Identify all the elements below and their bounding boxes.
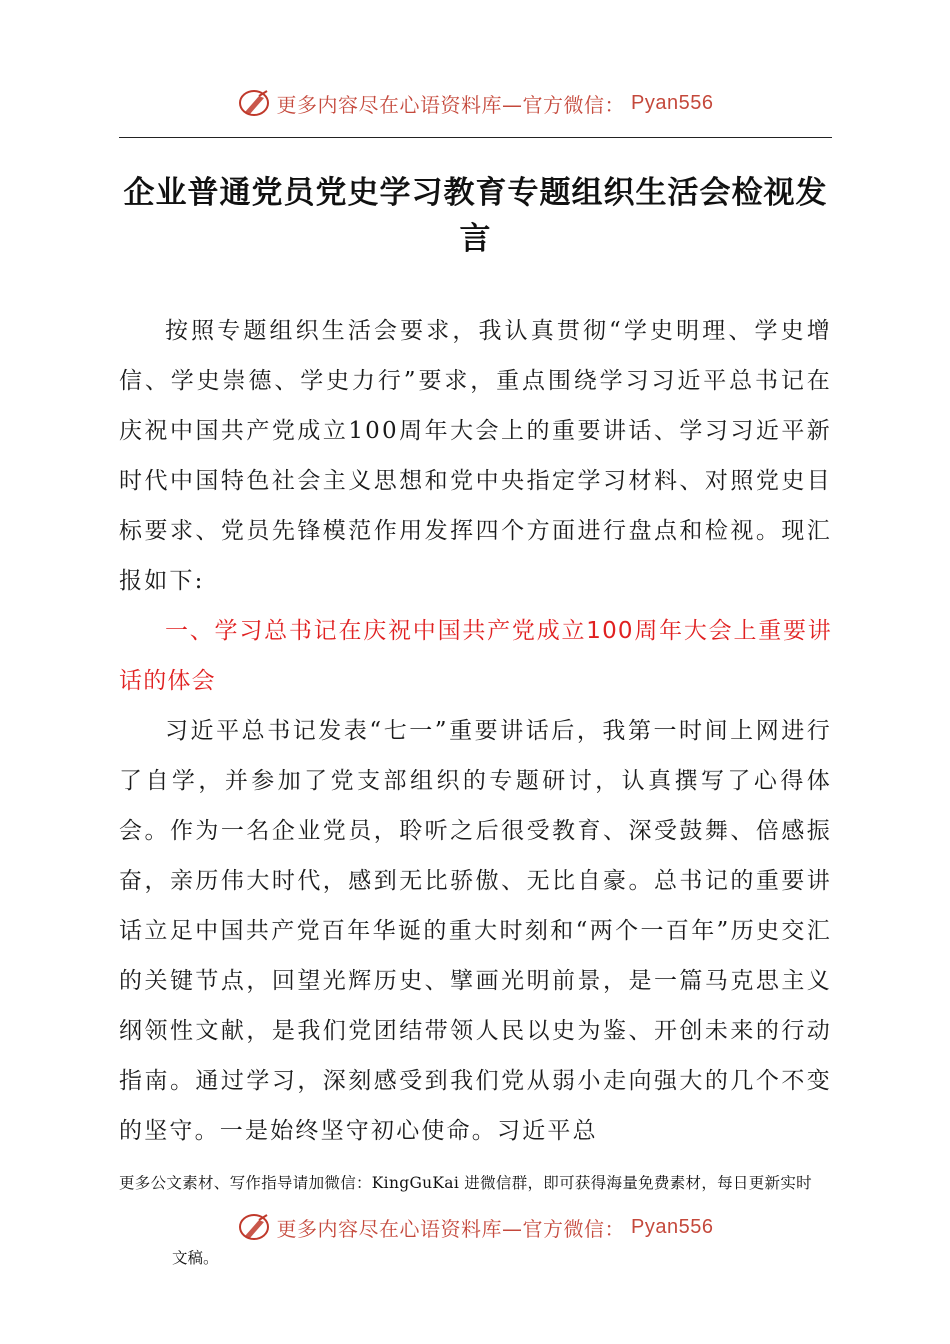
pen-nib-logo-icon: [237, 1212, 273, 1242]
footer-note: 更多公文素材、写作指导请加微信：KingGuKai 进微信群，即可获得海量免费素材，每日更新实时: [119, 1174, 812, 1192]
body-paragraph: 习近平总书记发表“七一”重要讲话后，我第一时间上网进行了自学，并参加了党支部组织的专题研讨，认真撰写了心得体会。作为一名企业党员，聆听之后很受教育、深受鼓舞、倍感振奋，亲历伟大时代，感到无比骄傲、无比自豪。总书记的重要讲话立足中国共产党百年华诞的重大时刻和“两个一百年”历史交汇的关键节点，回望光辉历史、擘画光明前景，是一篇马克思主义纲领性文献，是我们党团结带领人民以史为鉴、开创未来的行动指南。通过学习，深刻感受到我们党从弱小走向强大的几个不变的坚守。一是始终坚守初心使命。习近平总: [119, 718, 832, 1144]
pen-nib-logo-icon: [237, 88, 273, 118]
section-heading: 一、学习总书记在庆祝中国共产党成立100周年大会上重要讲话的体会: [119, 618, 832, 694]
watermark-wechat-id: Pyan556: [631, 91, 714, 114]
watermark-text: 更多内容尽在心语资料库—官方微信：: [276, 92, 626, 117]
footer-watermark: [0, 1210, 950, 1244]
watermark-wechat-id: Pyan556: [631, 1215, 714, 1238]
footer-tail: 文稿。: [172, 1249, 219, 1267]
document-body: [119, 306, 832, 1156]
header-divider: [119, 137, 832, 138]
watermark-text: 更多内容尽在心语资料库—官方微信：: [276, 1216, 626, 1241]
document-title: 企业普通党员党史学习教育专题组织生活会检视发言: [123, 175, 828, 257]
header-watermark: [0, 86, 950, 120]
intro-paragraph: 按照专题组织生活会要求，我认真贯彻“学史明理、学史增信、学史崇德、学史力行”要求，重点围绕学习习近平总书记在庆祝中国共产党成立100周年大会上的重要讲话、学习习近平新时代中国特色社会主义思想和党中央指定学习材料、对照党史目标要求、党员先锋模范作用发挥四个方面进行盘点和检视。现汇报如下:: [119, 318, 832, 594]
